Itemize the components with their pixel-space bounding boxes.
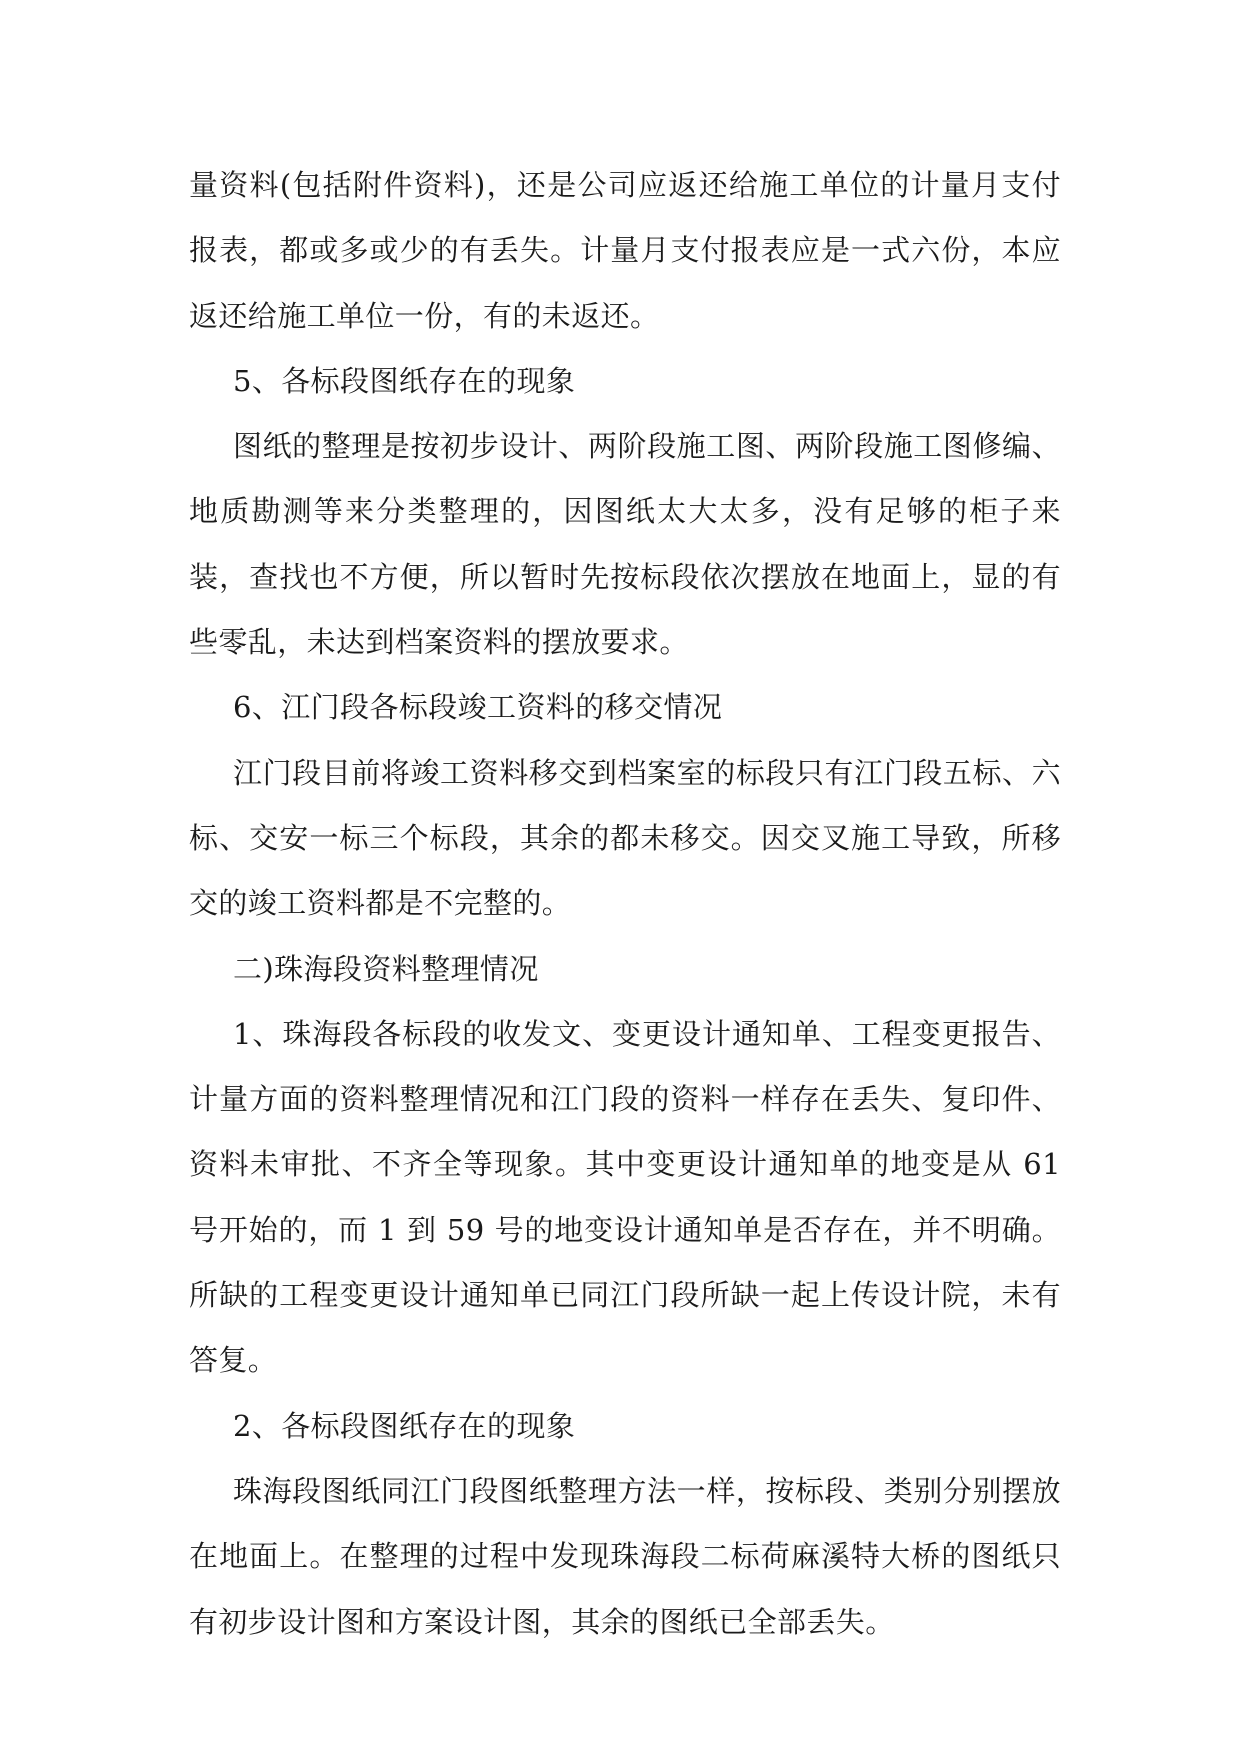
section-heading-zhuhai: 二)珠海段资料整理情况 xyxy=(233,951,539,986)
document-body xyxy=(189,153,1061,1655)
paragraph-continuation: 量资料(包括附件资料)，还是公司应返还给施工单位的计量月支付报表，都或多或少的有丢失。计量月支付报表应是一式六份，本应返还给施工单位一份，有的未返还。 xyxy=(189,168,1061,333)
paragraph-drawings-organization: 图纸的整理是按初步设计、两阶段施工图、两阶段施工图修编、地质勘测等来分类整理的，因图纸太大太多，没有足够的柜子来装，查找也不方便，所以暂时先按标段依次摆放在地面上，显的有些零乱，未达到档案资料的摆放要求。 xyxy=(189,429,1061,660)
section-heading-6: 6、江门段各标段竣工资料的移交情况 xyxy=(233,690,723,725)
paragraph-jiangmen-handover: 江门段目前将竣工资料移交到档案室的标段只有江门段五标、六标、交安一标三个标段，其余的都未移交。因交叉施工导致，所移交的竣工资料都是不完整的。 xyxy=(189,755,1061,921)
paragraph-zhuhai-records: 1、珠海段各标段的收发文、变更设计通知单、工程变更报告、计量方面的资料整理情况和江门段的资料一样存在丢失、复印件、资料未审批、不齐全等现象。其中变更设计通知单的地变是从 61 号开始的，而 1 到 59 号的地变设计通知单是否存在，并不明确。所缺的工程变更设计通知单已同江门段所缺一起上传设计院，未有答复。 xyxy=(189,1016,1061,1378)
paragraph-zhuhai-drawings: 珠海段图纸同江门段图纸整理方法一样，按标段、类别分别摆放在地面上。在整理的过程中发现珠海段二标荷麻溪特大桥的图纸只有初步设计图和方案设计图，其余的图纸已全部丢失。 xyxy=(189,1473,1061,1639)
section-heading-5: 5、各标段图纸存在的现象 xyxy=(233,363,576,398)
section-heading-2: 2、各标段图纸存在的现象 xyxy=(233,1408,576,1443)
